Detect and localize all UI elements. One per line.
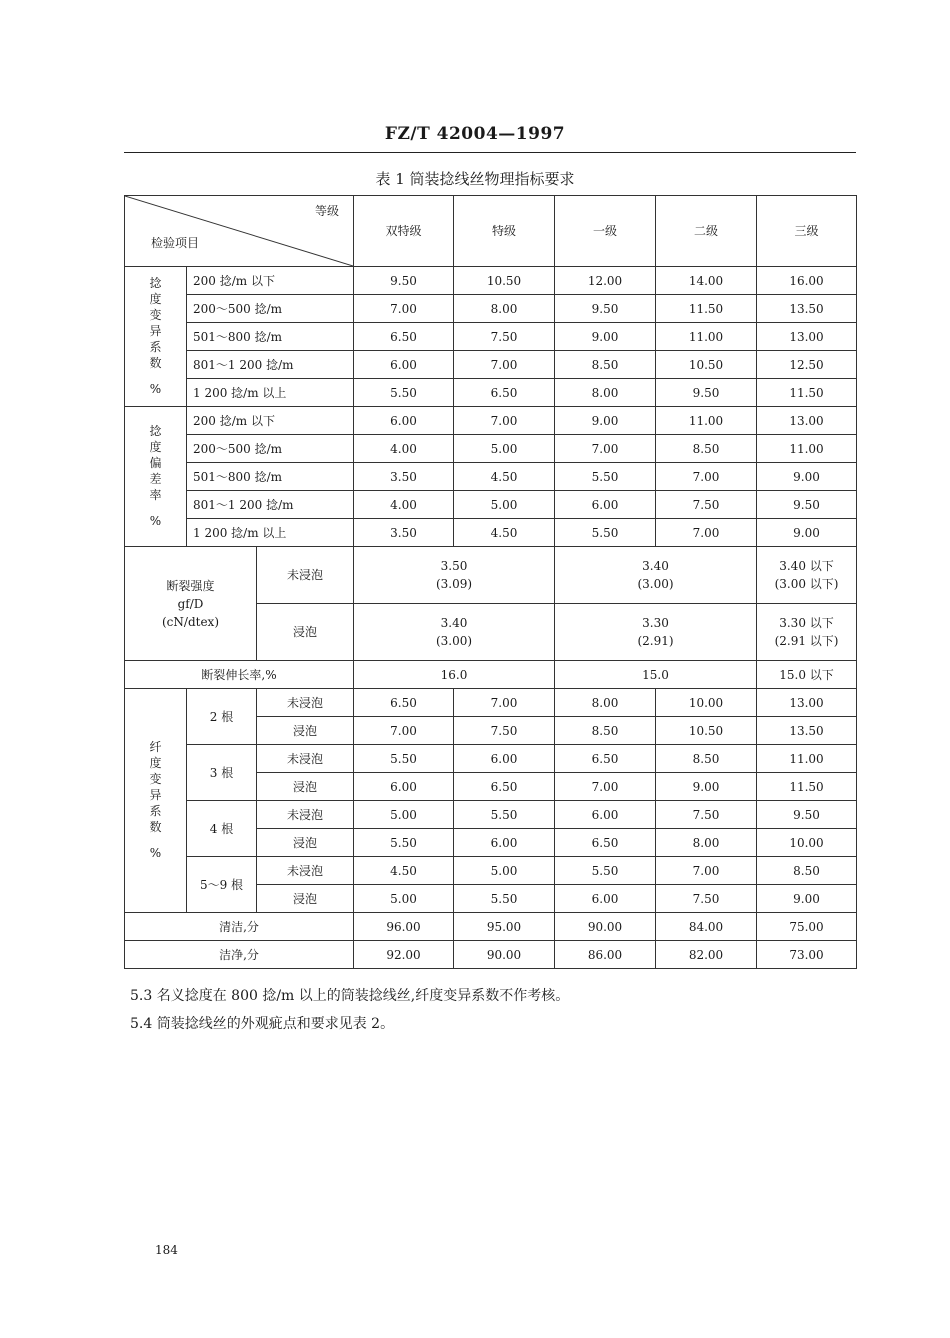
value-cell: 9.50 — [757, 491, 857, 519]
corner-cell — [125, 196, 354, 267]
value-cell: 6.50 — [354, 323, 454, 351]
value-cell: 8.50 — [757, 857, 857, 885]
value-cell: 86.00 — [555, 941, 656, 969]
value-cell: 3.50 (3.09) — [354, 547, 555, 604]
value-cell: 7.00 — [354, 717, 454, 745]
value-cell: 9.50 — [656, 379, 757, 407]
range-cell: 200～500 捻/m — [187, 435, 354, 463]
table-row — [125, 351, 857, 379]
value-cell: 4.50 — [354, 857, 454, 885]
value-cell: 7.00 — [656, 463, 757, 491]
value-cell: 13.00 — [757, 689, 857, 717]
value-cell: 10.50 — [454, 267, 555, 295]
value-cell: 9.00 — [757, 885, 857, 913]
fiber-cv-label: 纤度变异系数 % — [125, 689, 187, 913]
range-cell: 501～800 捻/m — [187, 323, 354, 351]
table-row — [125, 661, 857, 689]
value-cell: 8.00 — [555, 689, 656, 717]
range-cell: 801～1 200 捻/m — [187, 491, 354, 519]
value-cell: 7.50 — [656, 885, 757, 913]
value-cell: 4.00 — [354, 491, 454, 519]
condition-cell: 未浸泡 — [257, 801, 354, 829]
value-cell: 6.00 — [354, 407, 454, 435]
value-cell: 7.00 — [555, 435, 656, 463]
value-cell: 6.50 — [454, 379, 555, 407]
value-cell: 6.00 — [454, 745, 555, 773]
strength-label: 断裂强度 gf/D (cN/dtex) — [125, 547, 257, 661]
value-cell: 8.00 — [454, 295, 555, 323]
condition-cell: 浸泡 — [257, 773, 354, 801]
strands-cell: 4 根 — [187, 801, 257, 857]
value-cell: 6.50 — [354, 689, 454, 717]
value-cell: 15.0 以下 — [757, 661, 857, 689]
table-row — [125, 857, 857, 885]
value-cell: 6.00 — [354, 773, 454, 801]
table-row — [125, 323, 857, 351]
header-rule — [124, 152, 856, 153]
standard-header: FZ/T 42004—1997 — [384, 124, 566, 144]
value-cell: 11.00 — [656, 407, 757, 435]
value-cell: 3.40 以下 (3.00 以下) — [757, 547, 857, 604]
value-cell: 16.00 — [757, 267, 857, 295]
table-row — [125, 407, 857, 435]
value-cell: 90.00 — [454, 941, 555, 969]
value-cell: 4.50 — [454, 519, 555, 547]
grade-header-row — [125, 196, 857, 267]
paragraph-5-3: 5.3 名义捻度在 800 捻/m 以上的筒装捻线丝,纤度变异系数不作考核。 — [130, 988, 570, 1004]
condition-cell: 未浸泡 — [257, 857, 354, 885]
value-cell: 10.00 — [757, 829, 857, 857]
range-cell: 200～500 捻/m — [187, 295, 354, 323]
value-cell: 5.50 — [555, 857, 656, 885]
value-cell: 5.00 — [454, 491, 555, 519]
range-cell: 801～1 200 捻/m — [187, 351, 354, 379]
value-cell: 13.00 — [757, 323, 857, 351]
twist-cv-label: 捻度变异系数 % — [125, 267, 187, 407]
value-cell: 9.50 — [354, 267, 454, 295]
value-cell: 16.0 — [354, 661, 555, 689]
value-cell: 95.00 — [454, 913, 555, 941]
neatness-label: 洁净,分 — [125, 941, 354, 969]
value-cell: 5.50 — [354, 745, 454, 773]
spec-table — [124, 195, 857, 969]
value-cell: 15.0 — [555, 661, 757, 689]
value-cell: 3.50 — [354, 519, 454, 547]
value-cell: 13.50 — [757, 295, 857, 323]
value-cell: 5.00 — [354, 885, 454, 913]
value-cell: 6.00 — [454, 829, 555, 857]
value-cell: 6.50 — [555, 745, 656, 773]
value-cell: 5.00 — [354, 801, 454, 829]
value-cell: 8.00 — [555, 379, 656, 407]
value-cell: 8.50 — [555, 351, 656, 379]
elongation-label: 断裂伸长率,% — [125, 661, 354, 689]
value-cell: 5.50 — [454, 885, 555, 913]
value-cell: 7.50 — [656, 491, 757, 519]
range-cell: 501～800 捻/m — [187, 463, 354, 491]
range-cell: 200 捻/m 以下 — [187, 407, 354, 435]
grade-header: 双特级 — [354, 196, 454, 267]
condition-cell: 未浸泡 — [257, 547, 354, 604]
condition-cell: 浸泡 — [257, 604, 354, 661]
strands-cell: 3 根 — [187, 745, 257, 801]
value-cell: 7.00 — [354, 295, 454, 323]
table-row — [125, 379, 857, 407]
value-cell: 9.00 — [656, 773, 757, 801]
value-cell: 6.00 — [555, 885, 656, 913]
page-number: 184 — [155, 1243, 178, 1257]
table-row — [125, 267, 857, 295]
value-cell: 7.00 — [656, 519, 757, 547]
twist-dev-label: 捻度偏差率 % — [125, 407, 187, 547]
value-cell: 84.00 — [656, 913, 757, 941]
grade-header: 一级 — [555, 196, 656, 267]
grade-header: 特级 — [454, 196, 555, 267]
value-cell: 7.50 — [454, 323, 555, 351]
table-row — [125, 463, 857, 491]
value-cell: 4.00 — [354, 435, 454, 463]
value-cell: 8.50 — [656, 745, 757, 773]
value-cell: 9.00 — [555, 323, 656, 351]
value-cell: 73.00 — [757, 941, 857, 969]
value-cell: 13.50 — [757, 717, 857, 745]
value-cell: 3.50 — [354, 463, 454, 491]
table-row — [125, 547, 857, 604]
value-cell: 5.50 — [354, 379, 454, 407]
table-row — [125, 913, 857, 941]
value-cell: 11.50 — [757, 379, 857, 407]
condition-cell: 浸泡 — [257, 829, 354, 857]
value-cell: 8.50 — [555, 717, 656, 745]
value-cell: 6.50 — [454, 773, 555, 801]
strands-cell: 2 根 — [187, 689, 257, 745]
value-cell: 11.50 — [656, 295, 757, 323]
value-cell: 9.00 — [757, 463, 857, 491]
condition-cell: 浸泡 — [257, 717, 354, 745]
table-row — [125, 801, 857, 829]
value-cell: 5.50 — [555, 463, 656, 491]
grade-header: 二级 — [656, 196, 757, 267]
value-cell: 8.00 — [656, 829, 757, 857]
table-row — [125, 689, 857, 717]
value-cell: 7.00 — [454, 351, 555, 379]
value-cell: 11.00 — [757, 435, 857, 463]
value-cell: 7.00 — [454, 689, 555, 717]
value-cell: 10.50 — [656, 717, 757, 745]
value-cell: 10.00 — [656, 689, 757, 717]
value-cell: 11.00 — [757, 745, 857, 773]
value-cell: 7.50 — [454, 717, 555, 745]
value-cell: 92.00 — [354, 941, 454, 969]
value-cell: 6.00 — [555, 801, 656, 829]
strands-cell: 5～9 根 — [187, 857, 257, 913]
value-cell: 4.50 — [454, 463, 555, 491]
value-cell: 10.50 — [656, 351, 757, 379]
grade-header: 三级 — [757, 196, 857, 267]
value-cell: 5.50 — [454, 801, 555, 829]
value-cell: 3.40 (3.00) — [354, 604, 555, 661]
value-cell: 11.00 — [656, 323, 757, 351]
value-cell: 8.50 — [656, 435, 757, 463]
value-cell: 9.00 — [757, 519, 857, 547]
value-cell: 6.00 — [354, 351, 454, 379]
paragraph-5-4: 5.4 筒装捻线丝的外观疵点和要求见表 2。 — [130, 1016, 395, 1032]
value-cell: 9.50 — [757, 801, 857, 829]
table-caption: 表 1 筒装捻线丝物理指标要求 — [375, 170, 575, 188]
value-cell: 75.00 — [757, 913, 857, 941]
value-cell: 5.50 — [555, 519, 656, 547]
range-cell: 1 200 捻/m 以上 — [187, 379, 354, 407]
value-cell: 90.00 — [555, 913, 656, 941]
value-cell: 82.00 — [656, 941, 757, 969]
value-cell: 7.00 — [555, 773, 656, 801]
value-cell: 9.00 — [555, 407, 656, 435]
value-cell: 3.30 以下 (2.91 以下) — [757, 604, 857, 661]
value-cell: 5.00 — [454, 435, 555, 463]
table-row — [125, 745, 857, 773]
table-row — [125, 491, 857, 519]
table-row — [125, 941, 857, 969]
corner-grade-label: 等级 — [315, 204, 340, 218]
value-cell: 3.40 (3.00) — [555, 547, 757, 604]
condition-cell: 浸泡 — [257, 885, 354, 913]
value-cell: 13.00 — [757, 407, 857, 435]
value-cell: 7.00 — [656, 857, 757, 885]
range-cell: 200 捻/m 以下 — [187, 267, 354, 295]
value-cell: 12.00 — [555, 267, 656, 295]
value-cell: 14.00 — [656, 267, 757, 295]
value-cell: 7.50 — [656, 801, 757, 829]
range-cell: 1 200 捻/m 以上 — [187, 519, 354, 547]
corner-item-label: 检验项目 — [151, 236, 200, 250]
value-cell: 5.00 — [454, 857, 555, 885]
value-cell: 12.50 — [757, 351, 857, 379]
value-cell: 6.50 — [555, 829, 656, 857]
value-cell: 96.00 — [354, 913, 454, 941]
condition-cell: 未浸泡 — [257, 689, 354, 717]
value-cell: 7.00 — [454, 407, 555, 435]
condition-cell: 未浸泡 — [257, 745, 354, 773]
value-cell: 5.50 — [354, 829, 454, 857]
value-cell: 6.00 — [555, 491, 656, 519]
value-cell: 11.50 — [757, 773, 857, 801]
cleanliness-label: 清洁,分 — [125, 913, 354, 941]
table-row — [125, 295, 857, 323]
table-row — [125, 435, 857, 463]
value-cell: 9.50 — [555, 295, 656, 323]
value-cell: 3.30 (2.91) — [555, 604, 757, 661]
table-row — [125, 519, 857, 547]
